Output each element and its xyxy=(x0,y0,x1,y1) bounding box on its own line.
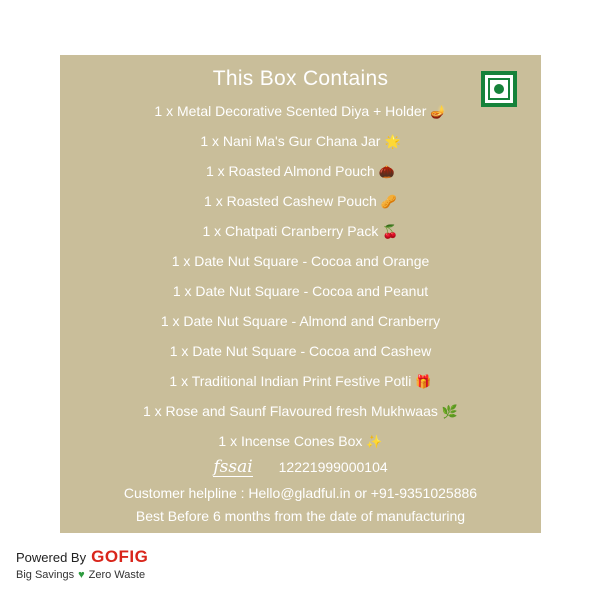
item-text: 1 x Date Nut Square - Cocoa and Peanut xyxy=(172,283,429,299)
list-item xyxy=(60,186,541,216)
list-item xyxy=(60,96,541,126)
best-before-note: Best Before 6 months from the date of manufacturing xyxy=(135,508,466,524)
fssai-number: 12221999000104 xyxy=(278,459,388,475)
item-text: 1 x Rose and Saunf Flavoured fresh Mukhwaas xyxy=(142,403,438,419)
item-text: 1 x Roasted Cashew Pouch xyxy=(204,193,377,209)
list-item xyxy=(60,306,541,336)
green-heart-icon: ♥ xyxy=(78,569,85,581)
item-text: 1 x Roasted Almond Pouch xyxy=(205,163,375,179)
list-item xyxy=(60,426,541,456)
tagline-left: Big Savings xyxy=(16,569,75,581)
list-item xyxy=(60,396,541,426)
powered-by-label: Powered By xyxy=(16,550,87,565)
tagline-right: Zero Waste xyxy=(88,569,146,581)
tagline xyxy=(16,569,148,581)
list-item xyxy=(60,336,541,366)
almond-icon: 🌰 xyxy=(378,164,396,179)
list-item xyxy=(60,366,541,396)
list-item xyxy=(60,246,541,276)
item-text: 1 x Incense Cones Box xyxy=(218,433,363,449)
sparkle-icon: ✨ xyxy=(366,434,383,449)
item-text: 1 x Date Nut Square - Cocoa and Cashew xyxy=(169,343,432,359)
herb-icon: 🌿 xyxy=(441,404,459,419)
item-text: 1 x Nani Ma's Gur Chana Jar xyxy=(200,133,381,149)
list-item xyxy=(60,216,541,246)
contents-card xyxy=(60,55,541,533)
star-icon: 🌟 xyxy=(384,134,401,149)
item-text: 1 x Metal Decorative Scented Diya + Holder xyxy=(154,103,427,119)
item-text: 1 x Date Nut Square - Almond and Cranberry xyxy=(160,313,441,329)
card-title: This Box Contains xyxy=(212,67,389,90)
gift-icon: 🎁 xyxy=(415,374,432,389)
fssai-license xyxy=(60,458,541,484)
powered-by-branding xyxy=(16,547,148,581)
item-text: 1 x Traditional Indian Print Festive Potli xyxy=(169,373,412,389)
peanut-icon: 🥜 xyxy=(380,194,397,209)
list-item xyxy=(60,126,541,156)
item-text: 1 x Date Nut Square - Cocoa and Orange xyxy=(171,253,430,269)
diya-icon: 🪔 xyxy=(430,104,447,119)
contents-list xyxy=(60,96,541,456)
veg-dot xyxy=(494,84,504,94)
customer-helpline: Customer helpline : Hello@gladful.in or +91-9351025886 xyxy=(123,485,478,501)
fssai-logo: fssai xyxy=(213,457,253,477)
list-item xyxy=(60,276,541,306)
powered-by-line xyxy=(16,547,148,567)
gofig-logo: GOFIG xyxy=(91,547,149,566)
cherry-icon: 🍒 xyxy=(382,224,399,239)
list-item xyxy=(60,156,541,186)
item-text: 1 x Chatpati Cranberry Pack xyxy=(202,223,379,239)
